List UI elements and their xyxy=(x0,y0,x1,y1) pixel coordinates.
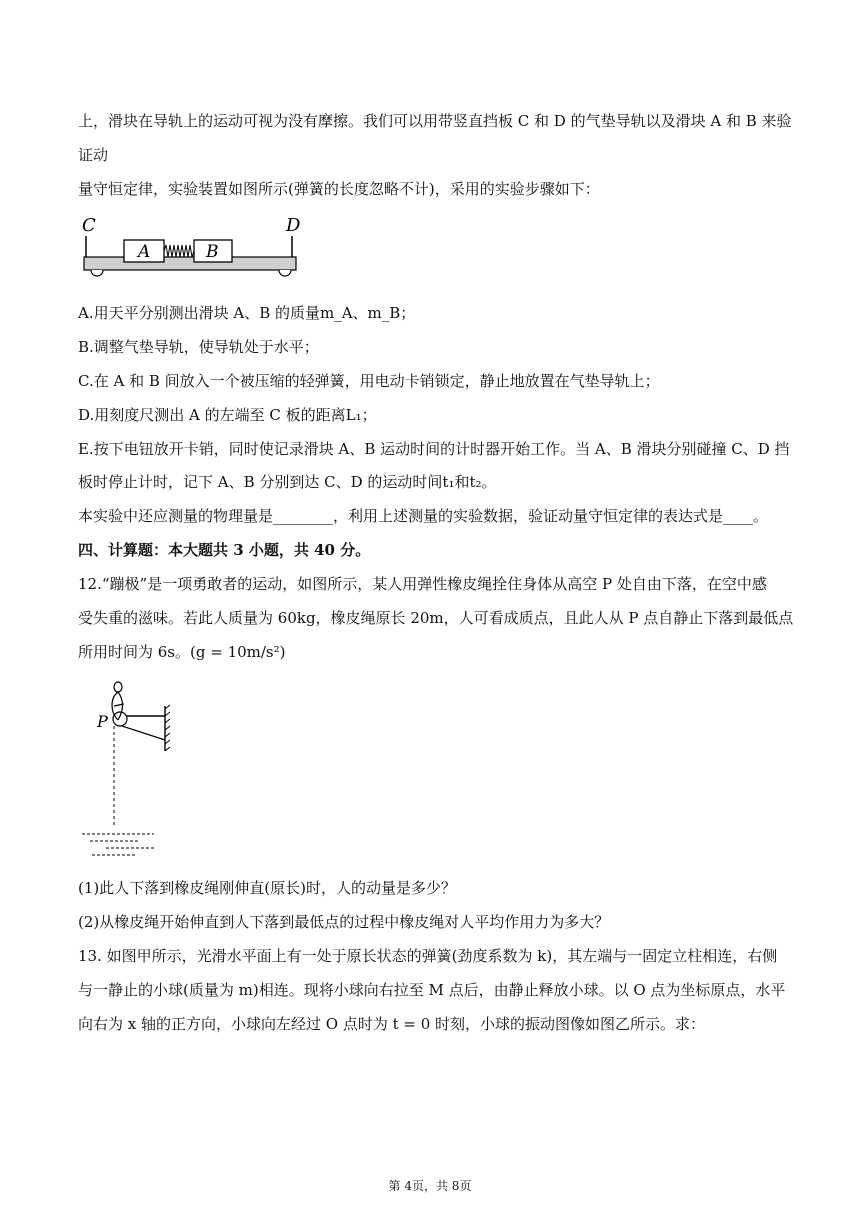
text-line: 证动 xyxy=(78,146,109,164)
track xyxy=(84,257,296,270)
q13-line1: 13. 如图甲所示，光滑水平面上有一处于原长状态的弹簧(劲度系数为 k)，其左端与一固定立柱相连，右侧 xyxy=(78,947,778,965)
q12-part1: (1)此人下落到橡皮绳刚伸直(原长)时，人的动量是多少？ xyxy=(78,879,456,897)
air-track-figure xyxy=(78,214,308,282)
step-c: C.在 A 和 B 间放入一个被压缩的轻弹簧，用电动卡销锁定，静止地放置在气垫导轨上； xyxy=(78,372,660,390)
fig-label-c: C xyxy=(82,215,96,236)
fig-label-a: A xyxy=(138,242,151,262)
page-footer: 第 4页，共 8页 xyxy=(388,1179,472,1193)
q12-line3: 所用时间为 6s。(g = 10m/s²) xyxy=(78,643,286,661)
q13-line3: 向右为 x 轴的正方向，小球向左经过 O 点时为 t = 0 时刻，小球的振动图像如图乙所示。求： xyxy=(78,1015,706,1033)
step-b: B.调整气垫导轨，使导轨处于水平； xyxy=(78,338,319,356)
q12-part2: (2)从橡皮绳开始伸直到人下落到最低点的过程中橡皮绳对人平均作用力为多大？ xyxy=(78,913,610,931)
bungee-figure xyxy=(78,676,188,862)
section-heading: 四、计算题：本大题共 3 小题，共 40 分。 xyxy=(78,541,371,559)
jumper-figure xyxy=(112,682,127,726)
fig-label-p: P xyxy=(97,712,108,731)
wall-hatch xyxy=(165,705,170,751)
q12-line2: 受失重的滋味。若此人质量为 60kg，橡皮绳原长 20m，人可看成质点，且此人从 P 点自静止下落到最低点 xyxy=(78,609,794,627)
text-line: 量守恒定律，实验装置如图所示(弹簧的长度忽略不计)，采用的实验步骤如下： xyxy=(78,180,600,198)
support-strut xyxy=(122,726,165,740)
q12-line1: 12.“蹦极”是一项勇敢者的运动，如图所示，某人用弹性橡皮绳拴住身体从高空 P 处自由下落，在空中感 xyxy=(78,575,767,593)
fill-in-blank: 本实验中还应测量的物理量是________，利用上述测量的实验数据，验证动量守恒定律的表达式是____。 xyxy=(78,507,769,525)
q13-line2: 与一静止的小球(质量为 m)相连。现将小球向右拉至 M 点后，由静止释放小球。以 O 点为坐标原点，水平 xyxy=(78,981,786,999)
step-a: A.用天平分别测出滑块 A、B 的质量m_A、m_B； xyxy=(78,304,416,322)
wheel-right xyxy=(279,270,291,276)
water-surface xyxy=(82,834,154,855)
fig-label-d: D xyxy=(286,215,301,236)
step-e-line1: E.按下电钮放开卡销，同时使记录滑块 A、B 运动时间的计时器开始工作。当 A、B 滑块分别碰撞 C、D 挡 xyxy=(78,440,790,458)
wheel-left xyxy=(91,270,103,276)
step-d: D.用刻度尺测出 A 的左端至 C 板的距离L₁； xyxy=(78,406,377,424)
step-e-line2: 板时停止计时，记下 A、B 分别到达 C、D 的运动时间t₁和t₂。 xyxy=(78,473,497,491)
spring xyxy=(164,245,194,257)
fig-label-b: B xyxy=(206,242,219,262)
text-line: 上，滑块在导轨上的运动可视为没有摩擦。我们可以用带竖直挡板 C 和 D 的气垫导轨以及滑块 A 和 B 来验 xyxy=(78,112,792,130)
